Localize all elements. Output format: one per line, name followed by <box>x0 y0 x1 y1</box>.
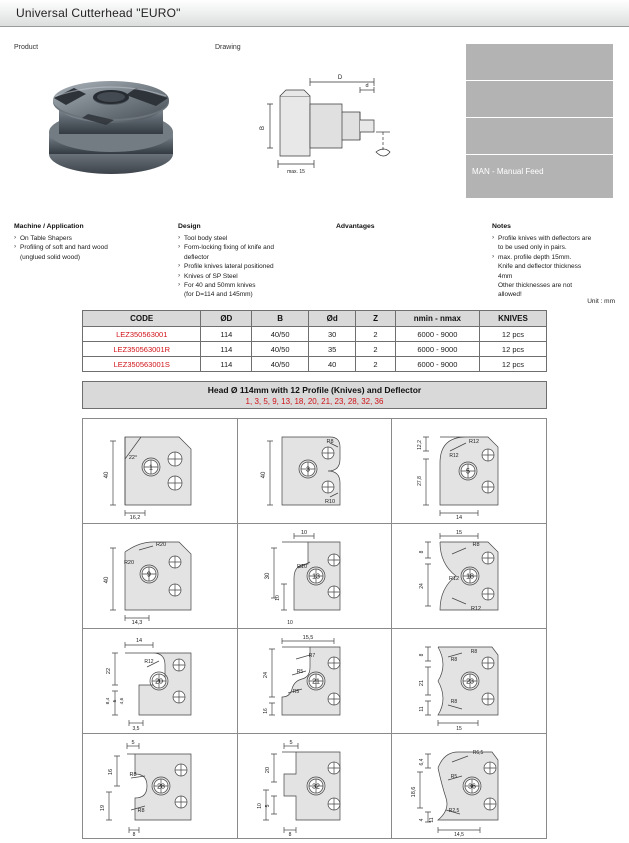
cell-od: 114 <box>201 327 252 342</box>
knife-number: 28 <box>157 783 165 791</box>
knife-number: 13 <box>311 573 320 581</box>
col-knives: KNIVES <box>479 311 546 327</box>
dim-label: R20 <box>155 542 167 548</box>
list-item: › Profiling of soft and hard wood <box>14 243 174 252</box>
dim-label: 14,3 <box>131 620 143 626</box>
cell-knives: 12 pcs <box>479 342 546 357</box>
dim-label: 16 <box>108 768 114 776</box>
dim-label: 5 <box>289 740 293 746</box>
knife-number: 1 <box>149 464 153 472</box>
dim-label: 16,2 <box>129 515 141 521</box>
list-item: › max. profile depth 15mm. <box>492 253 624 262</box>
dim-label: 19 <box>100 804 106 812</box>
cell-od-small: 40 <box>309 357 356 372</box>
knife-number: 18 <box>466 573 475 581</box>
cell-code: LEZ350563001 <box>83 327 201 342</box>
caption-drawing: Drawing <box>215 44 241 51</box>
dim-max-label: max. 15 <box>287 169 305 175</box>
knife-cell <box>83 419 238 524</box>
table-header-row <box>83 311 547 327</box>
knife-cell <box>83 734 238 839</box>
knife-profile-23 <box>392 629 547 733</box>
cell-nminmax: 6000 - 9000 <box>395 327 479 342</box>
feed-box-2 <box>466 81 613 118</box>
knife-number: 9 <box>147 571 151 579</box>
knife-cell <box>392 734 547 839</box>
dim-label: 3,5 <box>132 726 140 732</box>
dim-label: R12 <box>449 576 460 582</box>
knife-number: 3 <box>305 466 310 474</box>
knife-cell <box>392 629 547 734</box>
column-design <box>178 222 328 300</box>
dim-label: 11 <box>429 817 436 823</box>
cell-knives: 12 pcs <box>479 327 546 342</box>
list-item: allowed! <box>498 291 522 299</box>
feed-box-4 <box>466 155 613 199</box>
dim-label: 40 <box>104 576 110 584</box>
column-notes-list <box>492 234 624 300</box>
knife-profile-36 <box>392 734 547 838</box>
dim-label: R5 <box>296 669 303 675</box>
dim-label: 14 <box>456 515 463 521</box>
dim-label: R8 <box>451 699 458 705</box>
dim-label: 27,8 <box>417 476 424 486</box>
knife-row <box>83 629 547 734</box>
knife-cell <box>237 734 392 839</box>
cell-knives: 12 pcs <box>479 357 546 372</box>
cell-z: 2 <box>356 342 396 357</box>
table-row <box>83 327 547 342</box>
caption-product: Product <box>14 44 39 51</box>
knife-profile-9 <box>83 524 238 628</box>
dim-label: 22 <box>106 667 112 675</box>
dim-label: R5 <box>451 774 458 780</box>
column-machine <box>14 222 174 262</box>
dim-label: R12 <box>469 439 480 445</box>
dim-label: R20 <box>123 560 135 566</box>
cell-od: 114 <box>201 342 252 357</box>
code-table <box>82 310 547 372</box>
cell-b: 40/50 <box>252 342 309 357</box>
knife-cell <box>237 629 392 734</box>
dim-D-label: D <box>337 75 343 81</box>
dim-label: 21 <box>419 679 426 687</box>
dim-label: 5 <box>264 804 271 808</box>
dim-label: R7 <box>308 653 315 659</box>
dim-label: 24 <box>262 671 269 679</box>
knife-number: 5 <box>466 468 471 476</box>
dim-label: R10 <box>324 499 335 505</box>
dim-label: R8 <box>129 772 137 778</box>
dim-label: 16 <box>262 708 269 714</box>
dim-label: 11 <box>419 706 426 712</box>
list-item: to be used only in pairs. <box>498 244 567 252</box>
dim-label: R12 <box>144 659 154 665</box>
dim-label: R2,5 <box>449 808 460 814</box>
list-item: › Form-locking fixing of knife and <box>178 243 328 252</box>
dim-label: 10 <box>300 530 307 536</box>
knife-cell <box>237 419 392 524</box>
list-item: › Profile knives with deflectors are <box>492 234 624 243</box>
cell-b: 40/50 <box>252 357 309 372</box>
list-item: › For 40 and 50mm knives <box>178 281 328 290</box>
feed-box-3 <box>466 118 613 155</box>
cell-z: 2 <box>356 357 396 372</box>
cell-code: LEZ350563001S <box>83 357 201 372</box>
cell-od-small: 30 <box>309 327 356 342</box>
column-machine-list <box>14 234 174 262</box>
col-z: Z <box>356 311 396 327</box>
dim-label: 6,4 <box>419 758 426 766</box>
dim-label: 15,5 <box>302 635 314 641</box>
knife-profile-3 <box>238 419 393 523</box>
list-item: Other thicknesses are not <box>498 281 573 289</box>
dim-label: 40 <box>104 471 110 479</box>
dim-label: 18,6 <box>411 786 418 798</box>
dim-label: 8 <box>132 832 136 838</box>
product-photo <box>26 62 196 180</box>
dim-label: 12,2 <box>417 440 424 450</box>
cell-code: LEZ350563001R <box>83 342 201 357</box>
dim-label: 8 <box>419 550 426 554</box>
knife-cell <box>83 629 238 734</box>
list-item: › On Table Shapers <box>14 234 174 243</box>
table-row <box>83 357 547 372</box>
dim-label: 4,6 <box>120 697 125 705</box>
dim-label: 22° <box>128 455 138 461</box>
cell-b: 40/50 <box>252 327 309 342</box>
dim-label: R12 <box>449 453 459 459</box>
knife-profile-13 <box>238 524 393 628</box>
dim-label: 10 <box>274 595 281 601</box>
dim-label: 5 <box>113 699 118 703</box>
knife-cell <box>83 524 238 629</box>
table-row <box>83 342 547 357</box>
dim-label: 14,5 <box>454 832 465 838</box>
knife-cell <box>392 524 547 629</box>
knife-cell <box>392 419 547 524</box>
knife-profile-grid <box>82 418 547 839</box>
knife-profile-32 <box>238 734 393 838</box>
dim-label: R12 <box>471 606 482 612</box>
dim-d-label: d <box>365 83 369 89</box>
dim-label: 10 <box>256 803 263 809</box>
dim-label: 8 <box>419 653 426 657</box>
col-nmin-nmax: nmin - nmax <box>395 311 479 327</box>
knives-banner-subtitle: 1, 3, 5, 9, 13, 18, 20, 21, 23, 28, 32, 36 <box>245 397 384 406</box>
col-b: B <box>252 311 309 327</box>
unit-label: Unit : mm <box>587 298 615 305</box>
knife-number: 23 <box>466 678 475 686</box>
column-notes-title: Notes <box>492 223 511 230</box>
list-item: Knife and deflector thickness <box>498 263 582 271</box>
knife-row <box>83 734 547 839</box>
column-advantages <box>336 222 486 234</box>
list-item: (unglued solid wood) <box>20 253 80 261</box>
knives-banner <box>82 381 547 409</box>
dim-label: R8 <box>137 808 145 814</box>
dim-label: R10 <box>296 564 307 570</box>
dim-label: R8 <box>472 542 480 548</box>
knife-row <box>83 524 547 629</box>
knife-number: 20 <box>155 678 163 686</box>
page-title: Universal Cutterhead "EURO" <box>16 6 181 20</box>
dim-label: R8 <box>451 657 458 663</box>
feed-box-1 <box>466 44 613 81</box>
col-od: ØD <box>201 311 252 327</box>
knife-cell <box>237 524 392 629</box>
dim-label: R6,5 <box>473 750 484 756</box>
col-od-small: Ød <box>309 311 356 327</box>
list-item: deflector <box>184 253 209 261</box>
cell-od-small: 35 <box>309 342 356 357</box>
column-machine-title: Machine / Application <box>14 223 84 230</box>
dim-label: 30 <box>264 572 271 580</box>
dim-label: 8 <box>288 832 292 838</box>
knife-profile-20 <box>83 629 238 733</box>
knife-profile-21 <box>238 629 393 733</box>
cell-od: 114 <box>201 357 252 372</box>
knife-row <box>83 419 547 524</box>
dim-B-label: B <box>260 125 266 131</box>
list-item: › Profile knives lateral positioned <box>178 262 328 271</box>
cell-z: 2 <box>356 327 396 342</box>
list-item: › Knives of SP Steel <box>178 272 328 281</box>
technical-drawing <box>250 60 435 185</box>
dim-label: 10 <box>286 620 293 626</box>
list-item: › Tool body steel <box>178 234 328 243</box>
dim-label: R8 <box>326 439 334 445</box>
knives-banner-title: Head Ø 114mm with 12 Profile (Knives) and Deflector <box>207 385 422 395</box>
column-advantages-title: Advantages <box>336 223 375 230</box>
dim-label: R8 <box>471 649 478 655</box>
knife-profile-1 <box>83 419 238 523</box>
knife-profile-18 <box>392 524 547 628</box>
dim-label: 14 <box>135 638 143 644</box>
list-item: 4mm <box>498 272 513 280</box>
dim-label: 20 <box>264 766 271 774</box>
knife-number: 32 <box>311 783 320 791</box>
column-design-title: Design <box>178 223 201 230</box>
dim-label: 15 <box>456 530 463 536</box>
knife-profile-5 <box>392 419 547 523</box>
cell-nminmax: 6000 - 9000 <box>395 342 479 357</box>
dim-label: 24 <box>419 583 426 589</box>
feed-box-label: MAN - Manual Feed <box>472 167 544 176</box>
knife-number: 36 <box>468 783 477 791</box>
dim-label: R5 <box>292 689 299 695</box>
dim-label: 15 <box>456 726 463 732</box>
column-design-list <box>178 234 328 300</box>
dim-label: 4 <box>419 818 426 822</box>
cell-nminmax: 6000 - 9000 <box>395 357 479 372</box>
list-item: (for D=114 and 145mm) <box>184 291 253 299</box>
dim-label: 5 <box>131 740 135 746</box>
col-code: CODE <box>83 311 201 327</box>
dim-label: 8,4 <box>106 697 111 705</box>
column-notes <box>492 222 624 300</box>
knife-number: 21 <box>311 678 320 686</box>
knife-profile-28 <box>83 734 238 838</box>
dim-label: 40 <box>260 471 267 479</box>
